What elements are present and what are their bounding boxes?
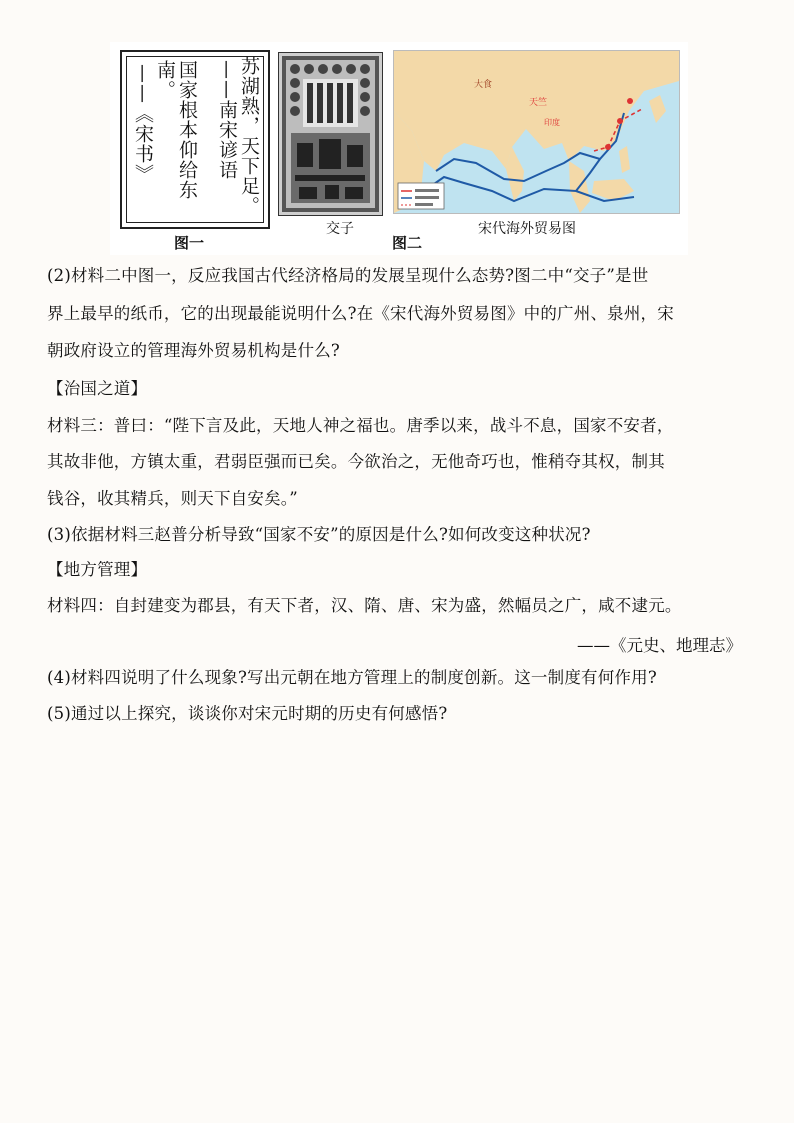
question-2-line-1: (2)材料二中图一，反应我国古代经济格局的发展呈现什么态势?图二中“交子”是世 bbox=[47, 266, 649, 285]
figure-one-caption: 图一 bbox=[174, 234, 205, 252]
map-title: 宋代海外贸易图 bbox=[478, 221, 576, 237]
question-2-line-3: 朝政府设立的管理海外贸易机构是什么? bbox=[47, 341, 340, 360]
figure-one-column-right bbox=[216, 56, 260, 216]
material-3-line-1: 材料三：普曰：“陛下言及此，天地人神之福也。唐季以来，战斗不息，国家不安者， bbox=[47, 416, 674, 435]
figure-one-quote-box bbox=[120, 50, 270, 229]
question-3: (3)依据材料三赵普分析导致“国家不安”的原因是什么?如何改变这种状况? bbox=[47, 525, 591, 544]
quote-songshu: 国家根本仰给东南。 bbox=[154, 60, 198, 200]
jiaozi-banknote-image bbox=[278, 52, 383, 216]
question-5: (5)通过以上探究，谈谈你对宋元时期的历史有何感悟? bbox=[47, 704, 448, 723]
question-4: (4)材料四说明了什么现象?写出元朝在地方管理上的制度创新。这一制度有何作用? bbox=[47, 668, 657, 687]
section-heading-local-administration: 【地方管理】 bbox=[47, 560, 148, 579]
quote-suhu-source: ——南宋谚语 bbox=[216, 60, 238, 180]
jiaozi-label: 交子 bbox=[326, 221, 354, 237]
svg-text:天竺: 天竺 bbox=[529, 98, 548, 108]
section-heading-governance: 【治国之道】 bbox=[47, 379, 148, 398]
material-4: 材料四：自封建变为郡县，有天下者，汉、隋、唐、宋为盛，然幅员之广，咸不逮元。 bbox=[47, 596, 682, 615]
song-maritime-trade-map bbox=[393, 50, 680, 214]
material-3-line-2: 其故非他，方镇太重，君弱臣强而已矣。今欲治之，无他奇巧也，惟稍夺其权，制其 bbox=[47, 452, 665, 471]
quote-suhu: 苏湖熟，天下足。 bbox=[238, 56, 260, 216]
question-2-line-2: 界上最早的纸币，它的出现最能说明什么?在《宋代海外贸易图》中的广州、泉州，宋 bbox=[47, 304, 674, 323]
quote-songshu-source: ——《宋书》 bbox=[132, 64, 154, 184]
svg-text:大食: 大食 bbox=[474, 80, 493, 90]
figure-two-caption: 图二 bbox=[392, 234, 423, 252]
figure-one-column-left bbox=[132, 60, 198, 227]
svg-text:印度: 印度 bbox=[544, 118, 560, 127]
material-4-source: ——《元史、地理志》 bbox=[577, 636, 742, 655]
material-3-line-3: 钱谷，收其精兵，则天下自安矣。” bbox=[47, 489, 298, 508]
figure-panel bbox=[110, 42, 688, 255]
